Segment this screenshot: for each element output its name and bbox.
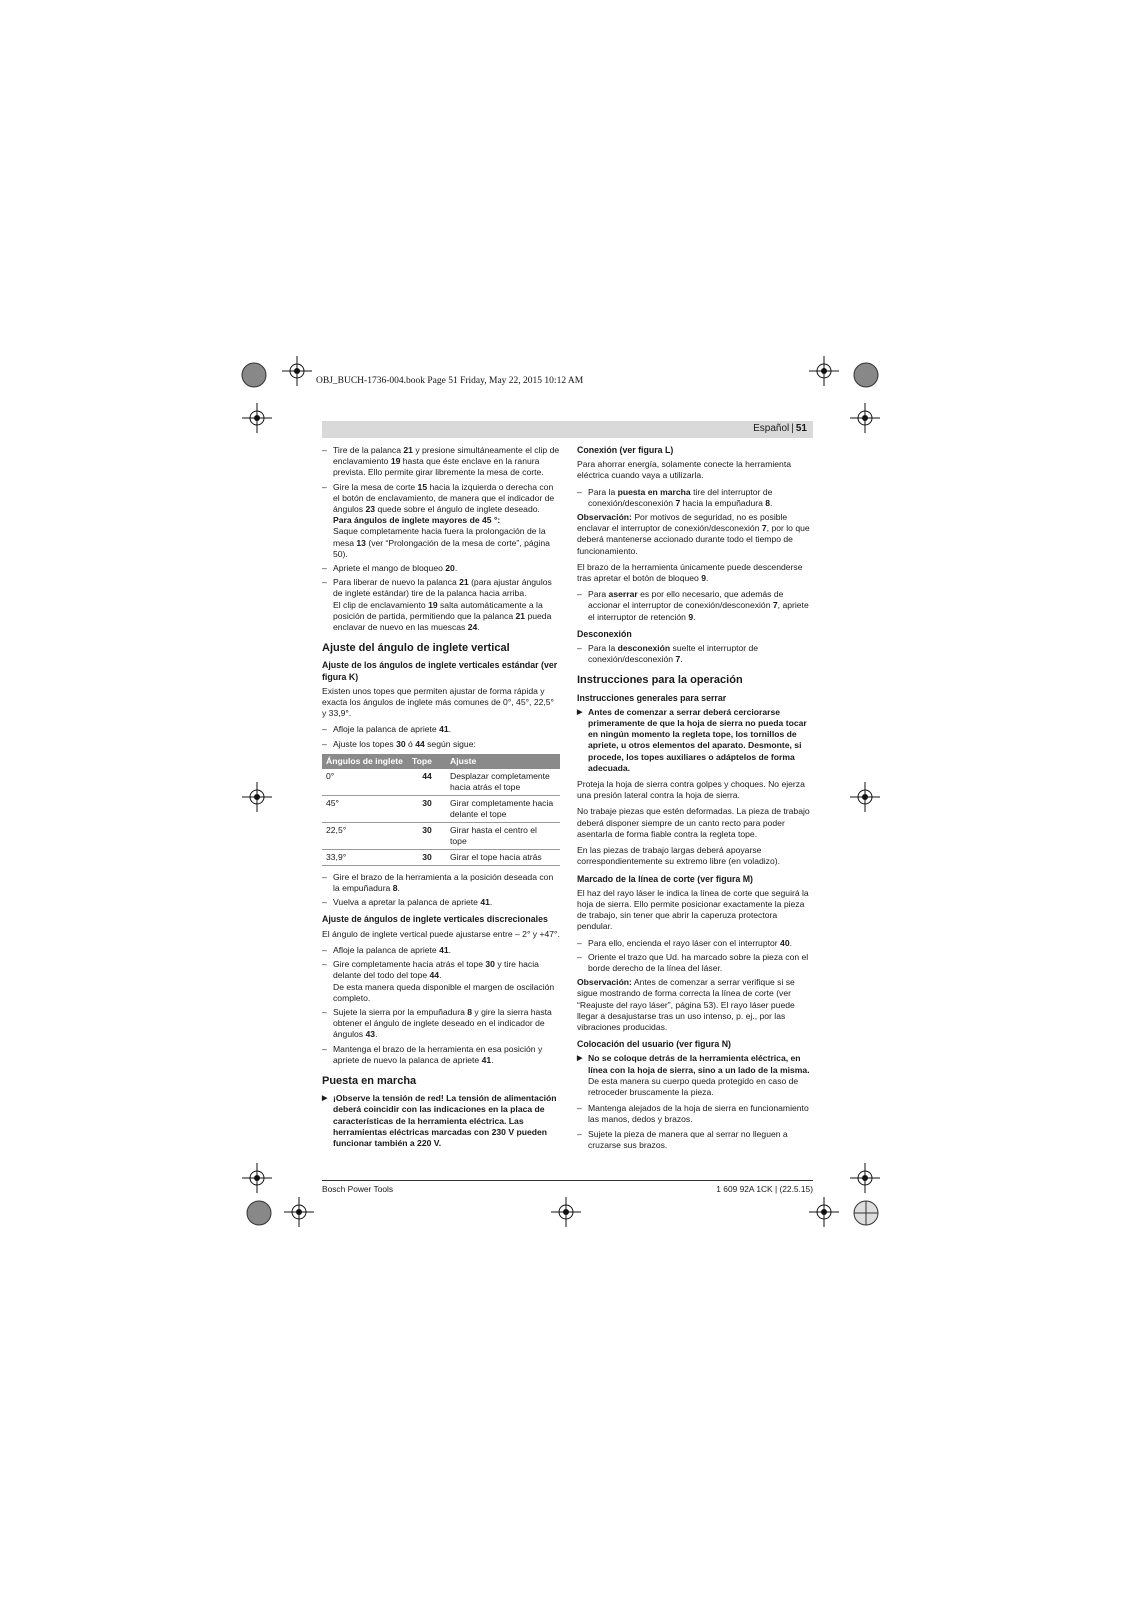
registration-mark-bottom-right-striped (852, 1199, 880, 1227)
paragraph: El ángulo de inglete vertical puede ajustarse entre – 2° y +47°. (322, 928, 560, 939)
subsection-heading: Colocación del usuario (ver figura N) (577, 1039, 731, 1050)
list-item: – Oriente el trazo que Ud. ha marcado sobre la pieza con el borde derecho de la línea del láser. (577, 952, 813, 974)
crosshair-mark-bottom-right (809, 1197, 839, 1227)
list-item: – Vuelva a apretar la palanca de apriete 41. (322, 897, 560, 908)
section-heading: Instrucciones para la operación (577, 674, 743, 687)
list-item: – Sujete la sierra por la empuñadura 8 y gire la sierra hasta obtener el ángulo de inglete deseado en el indicador de ángulos 43. (322, 1007, 560, 1041)
left-column (322, 445, 560, 1154)
paragraph: Para ahorrar energía, solamente conecte la herramienta eléctrica cuando vaya a utilizarla. (577, 459, 792, 481)
right-column (577, 445, 813, 1154)
list-item: – Mantenga el brazo de la herramienta en esa posición y apriete de nuevo la palanca de apriete 41. (322, 1044, 560, 1066)
crosshair-mark-top-left (282, 356, 312, 386)
crosshair-mark-right-middle (850, 782, 880, 812)
table-header-row (322, 754, 560, 769)
list-item: – Para liberar de nuevo la palanca 21 (para ajustar ángulos de inglete estándar) tire de la palanca hacia arriba. El clip de enclavamiento 19 salta automáticamente a la posición de partida, permitiendo que la palanca 21 pueda enclavar de nuevo en las muescas 24. (322, 577, 560, 633)
crosshair-mark-right-lower (850, 1163, 880, 1193)
paragraph: No trabaje piezas que estén deformadas. La pieza de trabajo deberá disponer siempre de un canto recto para poder asentarla de forma fiable contra la regleta tope. (577, 806, 810, 839)
subsection-heading: Marcado de la línea de corte (ver figura M) (577, 873, 753, 884)
paragraph: Proteja la hoja de sierra contra golpes y choques. No ejerza una presión lateral contra la hoja de sierra. (577, 779, 805, 801)
registration-mark-top-left-gray (240, 361, 268, 389)
header-separator: | (791, 423, 794, 434)
list-item: – Para aserrar es por ello necesario, que además de accionar el interruptor de conexión/desconexión 7, apriete el interruptor de retención 9. (577, 589, 813, 623)
header-language: Español (753, 423, 790, 434)
section-heading: Ajuste del ángulo de inglete vertical (322, 642, 510, 655)
list-item: – Afloje la palanca de apriete 41. (322, 724, 560, 735)
crosshair-mark-left-middle (242, 782, 272, 812)
list-item: – Mantenga alejados de la hoja de sierra en funcionamiento las manos, dedos y brazos. (577, 1103, 813, 1125)
table-header: Ajuste (446, 754, 560, 769)
list-item: – Para la puesta en marcha tire del interruptor de conexión/desconexión 7 hacia la empuñadura 8. (577, 487, 813, 509)
list-item: – Afloje la palanca de apriete 41. (322, 945, 560, 956)
note-paragraph: Observación: Antes de comenzar a serrar verifique si se sigue mostrando de forma correcta la línea de corte (ver “Reajuste del rayo láser”, página 53). El rayo láser puede llegar a desajustarse tras un uso intenso, p. ej., por las vibraciones producidas. (577, 977, 795, 1032)
table-header: Tope (408, 754, 446, 769)
paragraph: Existen unos topes que permiten ajustar de forma rápida y exacta los ángulos de inglete más comunes de 0°, 45°, 22,5° y 33,9°. (322, 685, 554, 719)
page-number: 51 (795, 423, 807, 434)
footer-publisher: Bosch Power Tools (322, 1184, 394, 1194)
subsection-heading: Instrucciones generales para serrar (577, 692, 727, 703)
table-row: 45° 30 Girar completamente hacia delante el tope (322, 795, 560, 822)
list-item: – Gire el brazo de la herramienta a la posición deseada con la empuñadura 8. (322, 872, 560, 894)
warning-item: ▶ No se coloque detrás de la herramienta eléctrica, en línea con la hoja de sierra, sino a un lado de la misma. De esta manera su cuerpo queda protegido en caso de retroceder bruscamente la pieza. (577, 1053, 813, 1098)
table-row: 0° 44 Desplazar completamente hacia atrás el tope (322, 769, 560, 796)
section-heading: Puesta en marcha (322, 1074, 417, 1087)
warning-item: ▶ Antes de comenzar a serrar deberá cerciorarse primeramente de que la hoja de sierra no pueda tocar en ningún momento la regleta tope, los tornillos de apriete, u otros elementos del aparato. Desmonte, si procede, los topes auxiliares o adáptelos de forma adecuada. (577, 707, 813, 774)
registration-mark-top-right-gray (852, 361, 880, 389)
list-item: – Para la desconexión suelte el interruptor de conexión/desconexión 7. (577, 643, 813, 665)
table-row: 22,5° 30 Girar hasta el centro el tope (322, 822, 560, 849)
subsection-heading: Desconexión (577, 628, 632, 639)
list-item: – Sujete la pieza de manera que al serrar no lleguen a cruzarse sus brazos. (577, 1129, 813, 1151)
print-slug: OBJ_BUCH-1736-004.book Page 51 Friday, May 22, 2015 10:12 AM (316, 376, 584, 386)
crosshair-mark-top-right (809, 356, 839, 386)
inline-subheading: Para ángulos de inglete mayores de 45 °: (333, 515, 501, 526)
list-item: – Ajuste los topes 30 ó 44 según sigue: (322, 739, 560, 750)
crosshair-mark-bottom-center (551, 1197, 581, 1227)
note-paragraph: Observación: Por motivos de seguridad, no es posible enclavar el interruptor de conexión/desconexión 7, por lo que deberá mantenerse accionado durante todo el tiempo de funcionamiento. (577, 512, 810, 556)
crosshair-mark-bottom-left (284, 1197, 314, 1227)
subsection-heading: Ajuste de los ángulos de inglete verticales estándar (ver figura K) (322, 660, 558, 682)
list-item: – Gire completamente hacia atrás el tope 30 y tire hacia delante del todo del tope 44. De esta manera queda disponible el margen de oscilación completo. (322, 959, 560, 1004)
list-item: – Apriete el mango de bloqueo 20. (322, 563, 560, 574)
list-item: – Tire de la palanca 21 y presione simultáneamente el clip de enclavamiento 19 hasta que éste enclave en la ranura prevista. Ello permite girar libremente la mesa de corte. (322, 445, 560, 479)
paragraph: En las piezas de trabajo largas deberá apoyarse correspondientemente su extremo libre (en voladizo). (577, 845, 781, 867)
angle-table (322, 754, 560, 866)
warning-item: ▶ ¡Observe la tensión de red! La tensión de alimentación deberá coincidir con las indicaciones en la placa de características de la herramienta eléctrica. Las herramientas eléctricas marcadas con 230 V pueden funcionar también a 220 V. (322, 1093, 560, 1149)
footer-doc-code: 1 609 92A 1CK | (22.5.15) (716, 1184, 813, 1194)
list-item: – Gire la mesa de corte 15 hacia la izquierda o derecha con el botón de enclavamiento, de manera que el indicador de ángulos 23 quede sobre el ángulo de inglete deseado. Para ángulos de inglete mayores de 45 °: Saque completamente hacia fuera la prolongación de la mesa 13 (ver “Prolongación de la mesa de corte”, página 50). (322, 482, 560, 560)
table-header: Ángulos de inglete (322, 754, 408, 769)
crosshair-mark-left-lower (242, 1163, 272, 1193)
crosshair-mark-left-upper (242, 403, 272, 433)
subsection-heading: Ajuste de ángulos de inglete verticales discrecionales (322, 914, 548, 925)
paragraph: El haz del rayo láser le indica la línea de corte que seguirá la hoja de sierra. Ello permite posicionar exactamente la pieza de trabajo, sin tener que abrir la caperuza protectora pendular. (577, 887, 809, 932)
list-item: – Para ello, encienda el rayo láser con el interruptor 40. (577, 938, 813, 949)
subsection-heading: Conexión (ver figura L) (577, 445, 674, 455)
crosshair-mark-right-upper (850, 403, 880, 433)
page-header (753, 423, 807, 434)
table-row: 33,9° 30 Girar el tope hacia atrás (322, 849, 560, 865)
footer-rule (322, 1180, 813, 1181)
paragraph: El brazo de la herramienta únicamente puede descenderse tras apretar el botón de bloqueo 9. (577, 561, 803, 584)
registration-mark-bottom-left-gray (245, 1199, 273, 1227)
page-header-bar (322, 421, 813, 438)
